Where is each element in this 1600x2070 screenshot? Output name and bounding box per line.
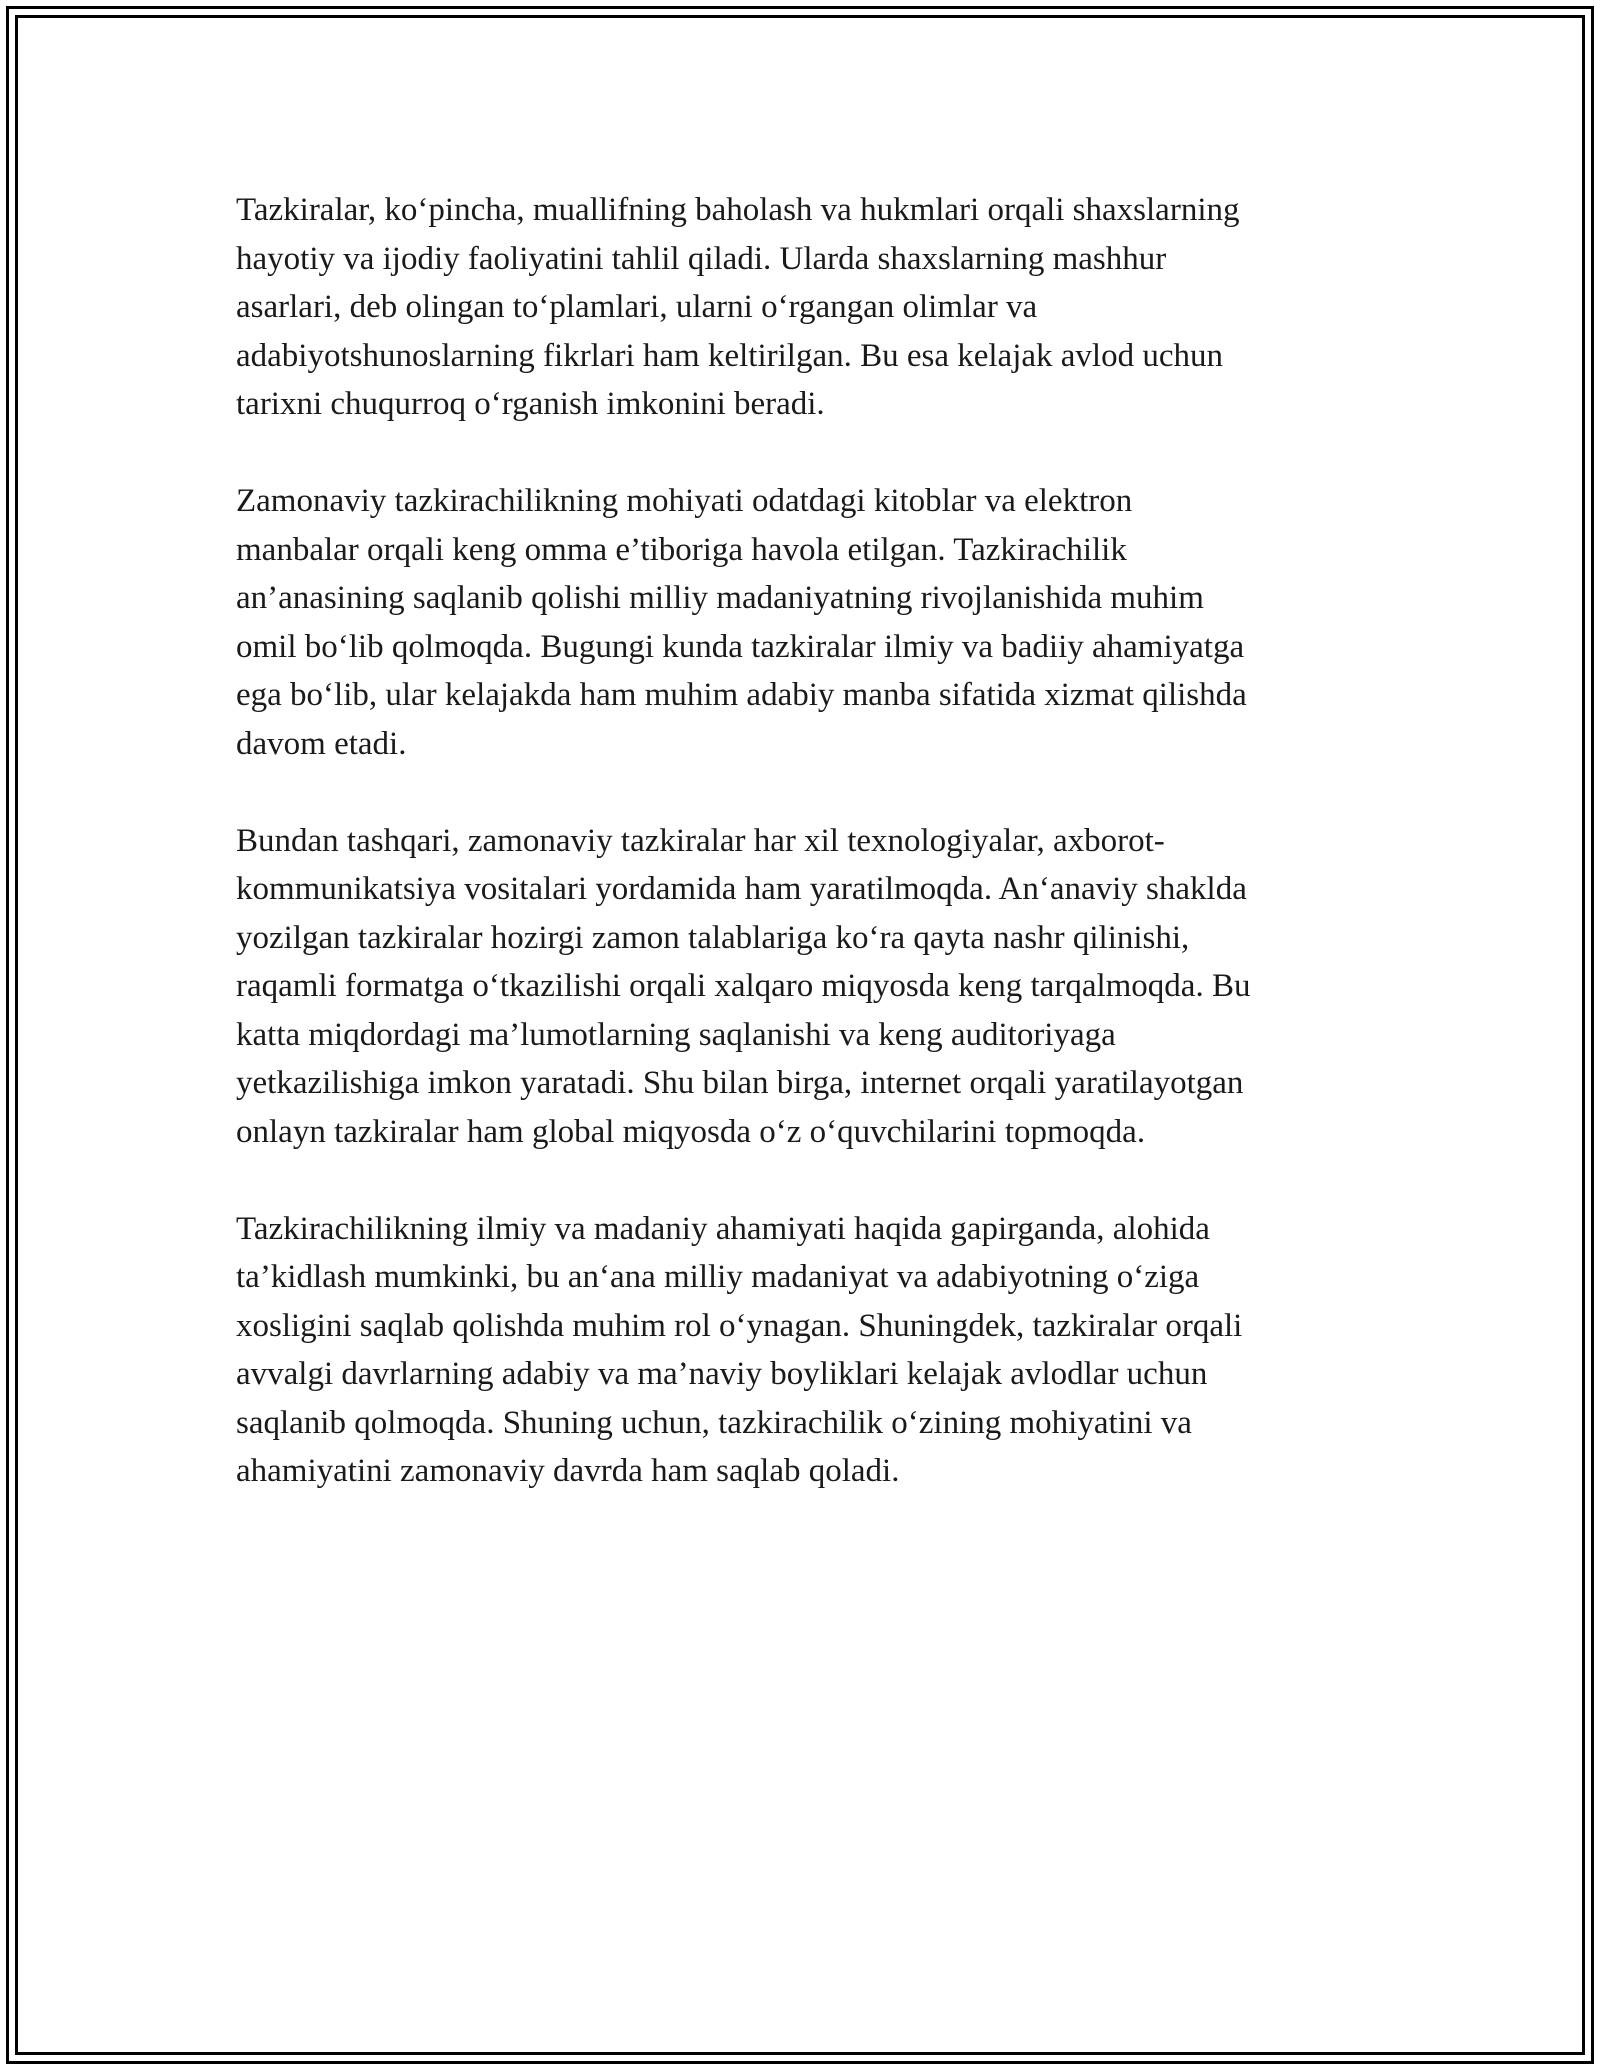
paragraph-line: Tazkiralar, ko‘pincha, muallifning baholash va hukmlari orqali shaxslarning <box>236 192 1240 228</box>
paragraph-line: xosligini saqlab qolishda muhim rol o‘ynagan. Shuningdek, tazkiralar orqali <box>236 1307 1243 1344</box>
paragraph-line: kommunikatsiya vositalari yordamida ham yaratilmoqda. An‘anaviy shaklda <box>236 871 1247 907</box>
paragraph-line: ahamiyatini zamonaviy davrda ham saqlab qoladi. <box>236 1453 900 1489</box>
paragraph-line: onlayn tazkiralar ham global miqyosda o‘z o‘quvchilarini topmoqda. <box>236 1113 1146 1150</box>
paragraph-2 <box>236 477 1366 768</box>
paragraph-line: raqamli formatga o‘tkazilishi orqali xalqaro miqyosda keng tarqalmoqda. Bu <box>236 968 1251 1004</box>
paragraph-line: Zamonaviy tazkirachilikning mohiyati odatdagi kitoblar va elektron <box>236 483 1133 519</box>
paragraph-4 <box>236 1205 1366 1496</box>
paragraph-line: ega bo‘lib, ular kelajakda ham muhim adabiy manba sifatida xizmat qilishda <box>236 677 1247 713</box>
paragraph-line: asarlari, deb olingan to‘plamlari, ularni o‘rgangan olimlar va <box>236 289 1038 325</box>
paragraph-line: adabiyotshunoslarning fikrlari ham keltirilgan. Bu esa kelajak avlod uchun <box>236 337 1223 374</box>
paragraph-line: saqlanib qolmoqda. Shuning uchun, tazkirachilik o‘zining mohiyatini va <box>236 1404 1192 1441</box>
paragraph-line: tarixni chuqurroq o‘rganish imkonini beradi. <box>236 386 825 422</box>
paragraph-line: avvalgi davrlarning adabiy va ma’naviy boyliklari kelajak avlodlar uchun <box>236 1356 1208 1392</box>
paragraph-line: an’anasining saqlanib qolishi milliy madaniyatning rivojlanishida muhim <box>236 580 1204 616</box>
paragraph-line: Bundan tashqari, zamonaviy tazkiralar har xil texnologiyalar, axborot- <box>236 822 1165 859</box>
paragraph-line: manbalar orqali keng omma e’tiboriga havola etilgan. Tazkirachilik <box>236 531 1127 568</box>
document-body <box>236 186 1366 1544</box>
paragraph-line: katta miqdordagi ma’lumotlarning saqlanishi va keng auditoriyaga <box>236 1016 1116 1053</box>
paragraph-line: ta’kidlash mumkinki, bu an‘ana milliy madaniyat va adabiyotning o‘ziga <box>236 1259 1200 1295</box>
paragraph-3 <box>236 817 1366 1157</box>
paragraph-line: omil bo‘lib qolmoqda. Bugungi kunda tazkiralar ilmiy va badiiy ahamiyatga <box>236 628 1245 665</box>
paragraph-line: Tazkirachilikning ilmiy va madaniy ahamiyati haqida gapirganda, alohida <box>236 1210 1210 1247</box>
paragraph-line: yozilgan tazkiralar hozirgi zamon talablariga ko‘ra qayta nashr qilinishi, <box>236 919 1190 956</box>
paragraph-line: yetkazilishiga imkon yaratadi. Shu bilan birga, internet orqali yaratilayotgan <box>236 1065 1244 1101</box>
paragraph-1 <box>236 186 1366 429</box>
paragraph-line: hayotiy va ijodiy faoliyatini tahlil qiladi. Ularda shaxslarning mashhur <box>236 240 1167 277</box>
paragraph-line: davom etadi. <box>236 725 407 762</box>
